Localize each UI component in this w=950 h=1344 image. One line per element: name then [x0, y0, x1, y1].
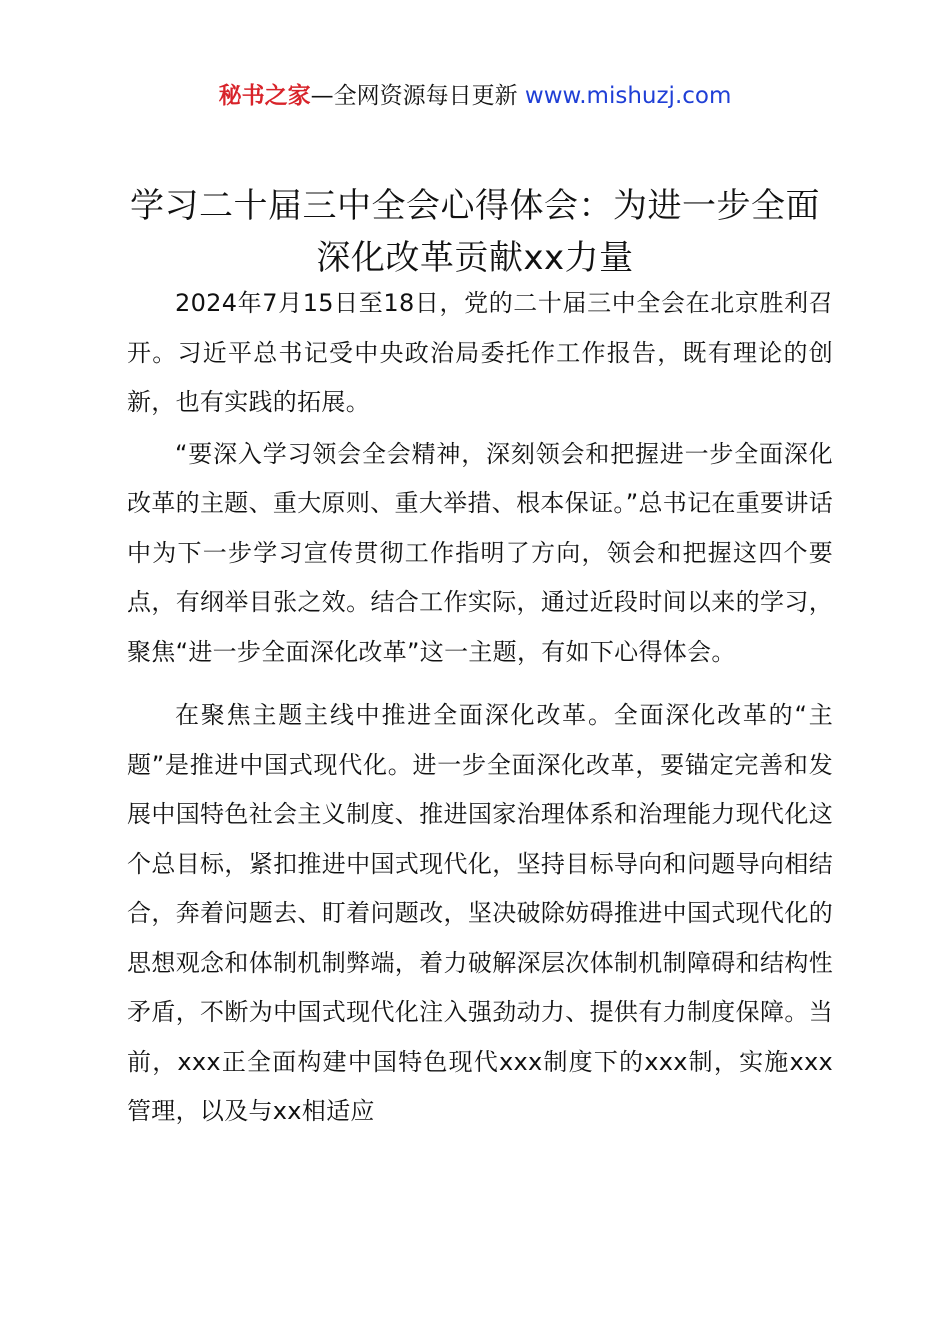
site-tagline: —全网资源每日更新: [310, 83, 525, 109]
paragraph-2: “要深入学习领会全会精神，深刻领会和把握进一步全面深化改革的主题、重大原则、重大举措、根本保证。”总书记在重要讲话中为下一步学习宣传贯彻工作指明了方向，领会和把握这四个要点，有纲举目张之效。结合工作实际，通过近段时间以来的学习，聚焦“进一步全面深化改革”这一主题，有如下心得体会。: [127, 439, 833, 666]
document-body: [127, 279, 833, 1137]
site-url[interactable]: www.mishuzj.com: [524, 83, 732, 109]
site-header: [0, 78, 950, 114]
paragraph-3: 在聚焦主题主线中推进全面深化改革。全面深化改革的“主题”是推进中国式现代化。进一步全面深化改革，要锚定完善和发展中国特色社会主义制度、推进国家治理体系和治理能力现代化这个总目标，紧扣推进中国式现代化，坚持目标导向和问题导向相结合，奔着问题去、盯着问题改，坚决破除妨碍推进中国式现代化的思想观念和体制机制弊端，着力破解深层次体制机制障碍和结构性矛盾，不断为中国式现代化注入强劲动力、提供有力制度保障。当前，xxx正全面构建中国特色现代xxx制度下的xxx制，实施xxx管理，以及与xx相适应: [127, 701, 833, 1125]
paragraph-1: 2024年7月15日至18日，党的二十届三中全会在北京胜利召开。习近平总书记受中央政治局委托作工作报告，既有理论的创新，也有实践的拓展。: [127, 289, 833, 416]
site-brand: 秘书之家: [218, 83, 311, 109]
document-title: 学习二十届三中全会心得体会：为进一步全面深化改革贡献xx力量: [130, 186, 820, 278]
